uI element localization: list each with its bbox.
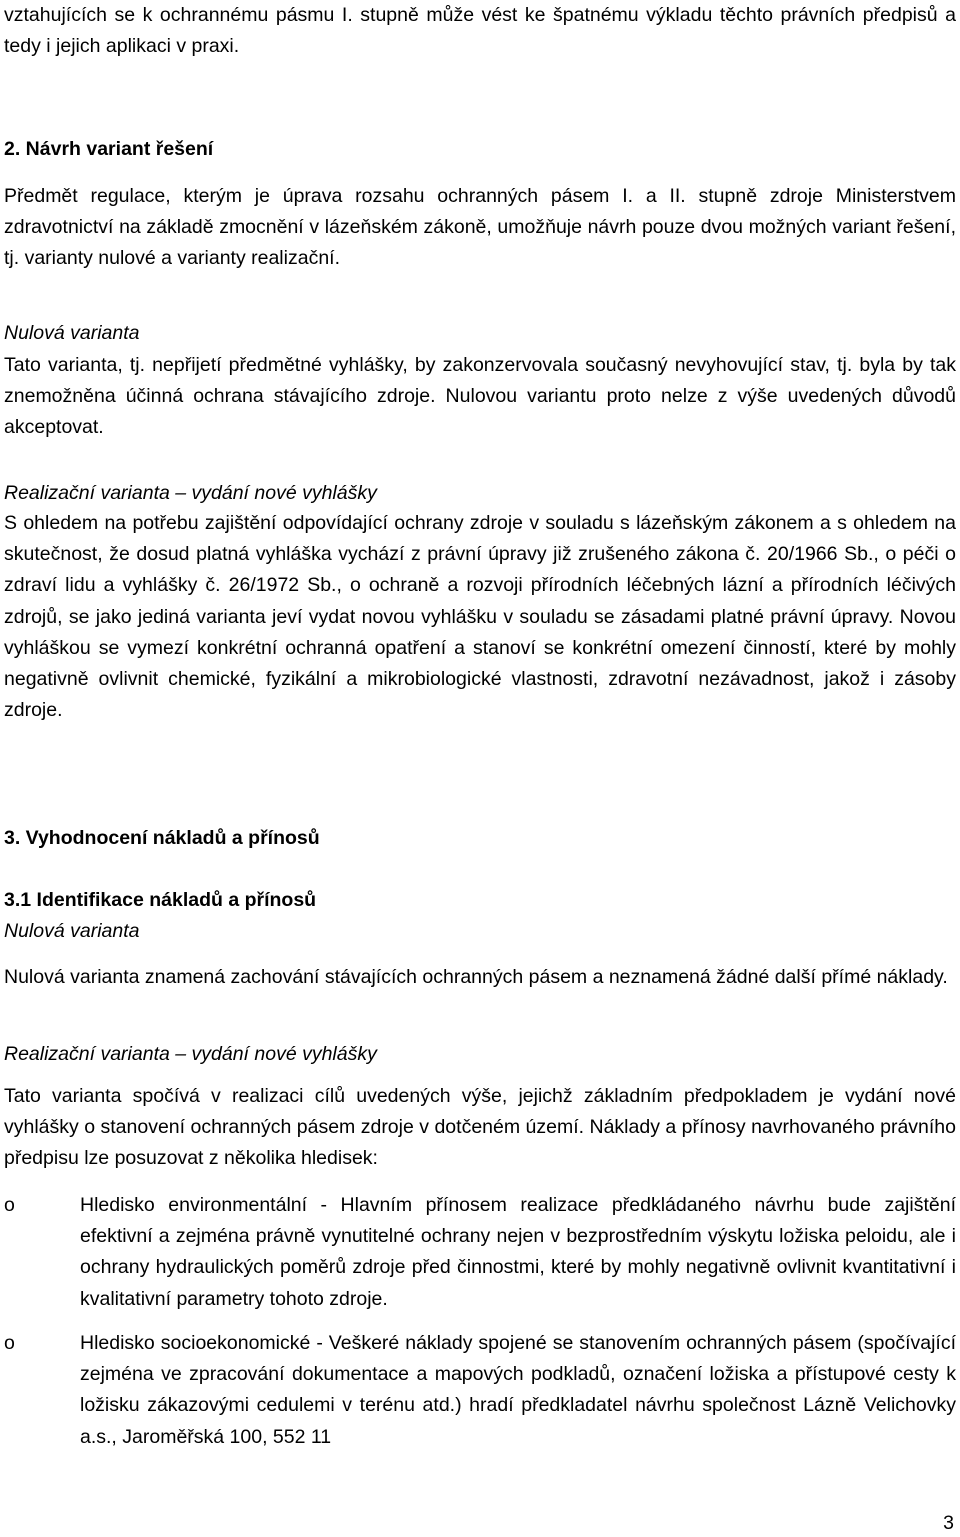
list-item-text: Hledisko socioekonomické - Veškeré náklady spojené se stanovením ochranných pásem (spočívající zejména ve zpracování dokumentace a mapových podkladů, označení ložiska a přístupové cesty k ložisku zákazovými cedulemi v terénu atd.) hradí předkladatel návrhu společnost Lázně Velichovky a.s., Jaroměřská 100, 552 11 — [80, 1332, 956, 1448]
section-3-zero-variant-heading: Nulová varianta — [4, 920, 140, 942]
list-bullet: o — [4, 1194, 15, 1216]
section-2-paragraph: Předmět regulace, kterým je úprava rozsahu ochranných pásem I. a II. stupně zdroje Ministerstvem zdravotnictví na základě zmocnění v lázeňském zákoně, umožňuje návrh pouze dvou možných variant řešení, tj. varianty nulové a varianty realizační. — [4, 185, 956, 270]
section-2-heading: 2. Návrh variant řešení — [4, 138, 214, 160]
intro-continuation-paragraph: vztahujících se k ochrannému pásmu I. stupně může vést ke špatnému výkladu těchto právních předpisů a tedy i jejich aplikaci v praxi. — [4, 4, 956, 58]
zero-variant-heading: Nulová varianta — [4, 322, 140, 344]
page-number: 3 — [943, 1512, 954, 1534]
section-3-realization-variant-paragraph: Tato varianta spočívá v realizaci cílů uvedených výše, jejichž základním předpokladem je vydání nové vyhlášky o stanovení ochranných pásem zdroje v dotčeném území. Náklady a přínosy navrhovaného právního předpisu lze posuzovat z několika hledisek: — [4, 1085, 956, 1170]
list-item-text: Hledisko environmentální - Hlavním přínosem realizace předkládaného návrhu bude zajištění efektivní a zejména právně vynutitelné ochrany nejen v bezprostředním výskytu ložiska peloidu, ale i ochrany hydraulických poměrů zdroje před činnostmi, které by mohly negativně ovlivnit kvantitativní i kvalitativní parametry tohoto zdroje. — [80, 1194, 956, 1310]
section-3-zero-variant-paragraph: Nulová varianta znamená zachování stávajících ochranných pásem a neznamená žádné další přímé náklady. — [4, 966, 948, 988]
zero-variant-paragraph: Tato varianta, tj. nepřijetí předmětné vyhlášky, by zakonzervovala současný nevyhovující stav, tj. byla by tak znemožněna účinná ochrana stávajícího zdroje. Nulovou variantu proto nelze z výše uvedených důvodů akceptovat. — [4, 354, 956, 439]
section-3-realization-variant-heading: Realizační varianta – vydání nové vyhlášky — [4, 1043, 377, 1065]
list-bullet: o — [4, 1332, 15, 1354]
section-3-heading: 3. Vyhodnocení nákladů a přínosů — [4, 827, 320, 849]
section-3-1-heading: 3.1 Identifikace nákladů a přínosů — [4, 889, 317, 911]
realization-variant-heading: Realizační varianta – vydání nové vyhlášky — [4, 482, 377, 504]
realization-variant-paragraph: S ohledem na potřebu zajištění odpovídající ochrany zdroje v souladu s lázeňským zákonem a s ohledem na skutečnost, že dosud platná vyhláška vychází z právní úpravy již zrušeného zákona č. 20/1966 Sb., o péči o zdraví lidu a vyhlášky č. 26/1972 Sb., o ochraně a rozvoji přírodních léčebných lázní a přírodních léčivých zdrojů, se jako jediná varianta jeví vydat novou vyhlášku v souladu se zásadami platné právní úpravy. Novou vyhláškou se vymezí konkrétní ochranná opatření a stanoví se konkrétní omezení činností, které by mohly negativně ovlivnit chemické, fyzikální a mikrobiologické vlastnosti, zdravotní nezávadnost, jakož i zásoby zdroje. — [4, 512, 956, 722]
